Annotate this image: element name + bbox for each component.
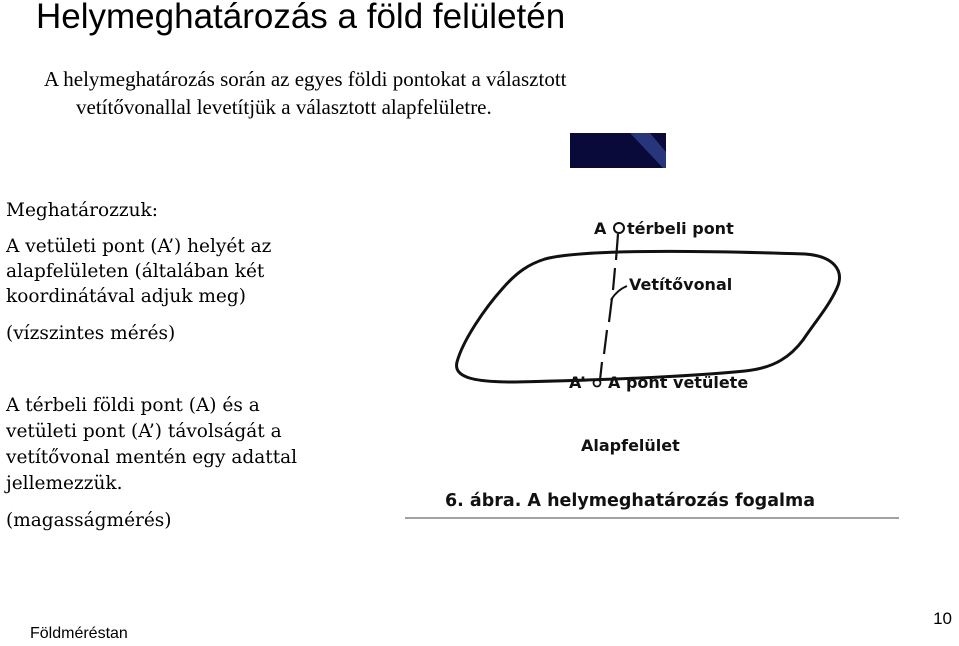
figure-caption: 6. ábra. A helymeghatározás fogalma (445, 491, 816, 511)
para2-note: (magasságmérés) (6, 510, 172, 531)
para2-line-1: A térbeli földi pont (A) és a (6, 395, 260, 416)
label-reference-surface: Alapfelület (581, 436, 680, 455)
intro-line-2: vetítővonallal levetítjük a választott alapfelületre. (76, 95, 492, 119)
label-a-prime: A’ (569, 373, 586, 392)
para2-line-3: vetítővonal mentén egy adattal (6, 447, 298, 468)
para1-line-3: koordinátával adjuk meg) (6, 286, 246, 307)
projection-line (600, 234, 618, 380)
footer-course-name: Földméréstan (30, 625, 128, 642)
reference-surface-outline (457, 251, 840, 382)
slide-title: Helymeghatározás a föld felületén (36, 0, 566, 36)
label-projection-line: Vetítővonal (629, 275, 733, 294)
para2-line-4: jellemezzük. (6, 473, 123, 494)
label-spatial-point: térbeli pont (627, 219, 734, 238)
positioning-figure (405, 130, 905, 525)
para1-note: (vízszintes mérés) (6, 323, 176, 344)
para1-line-1: A vetületi pont (A’) helyét az (6, 236, 272, 257)
intro-line-1: A helymeghatározás során az egyes földi pontokat a választott (44, 67, 567, 91)
label-projection-point: A pont vetülete (608, 373, 749, 392)
para1-line-2: alapfelületen (általában két (6, 261, 265, 282)
left-heading: Meghatározzuk: (6, 200, 158, 221)
point-a-marker (614, 223, 624, 233)
para2-line-2: vetületi pont (A’) távolságát a (6, 421, 282, 442)
label-point-a: A (594, 219, 607, 238)
page-number: 10 (933, 609, 952, 628)
slide-badge-icon (570, 133, 666, 168)
